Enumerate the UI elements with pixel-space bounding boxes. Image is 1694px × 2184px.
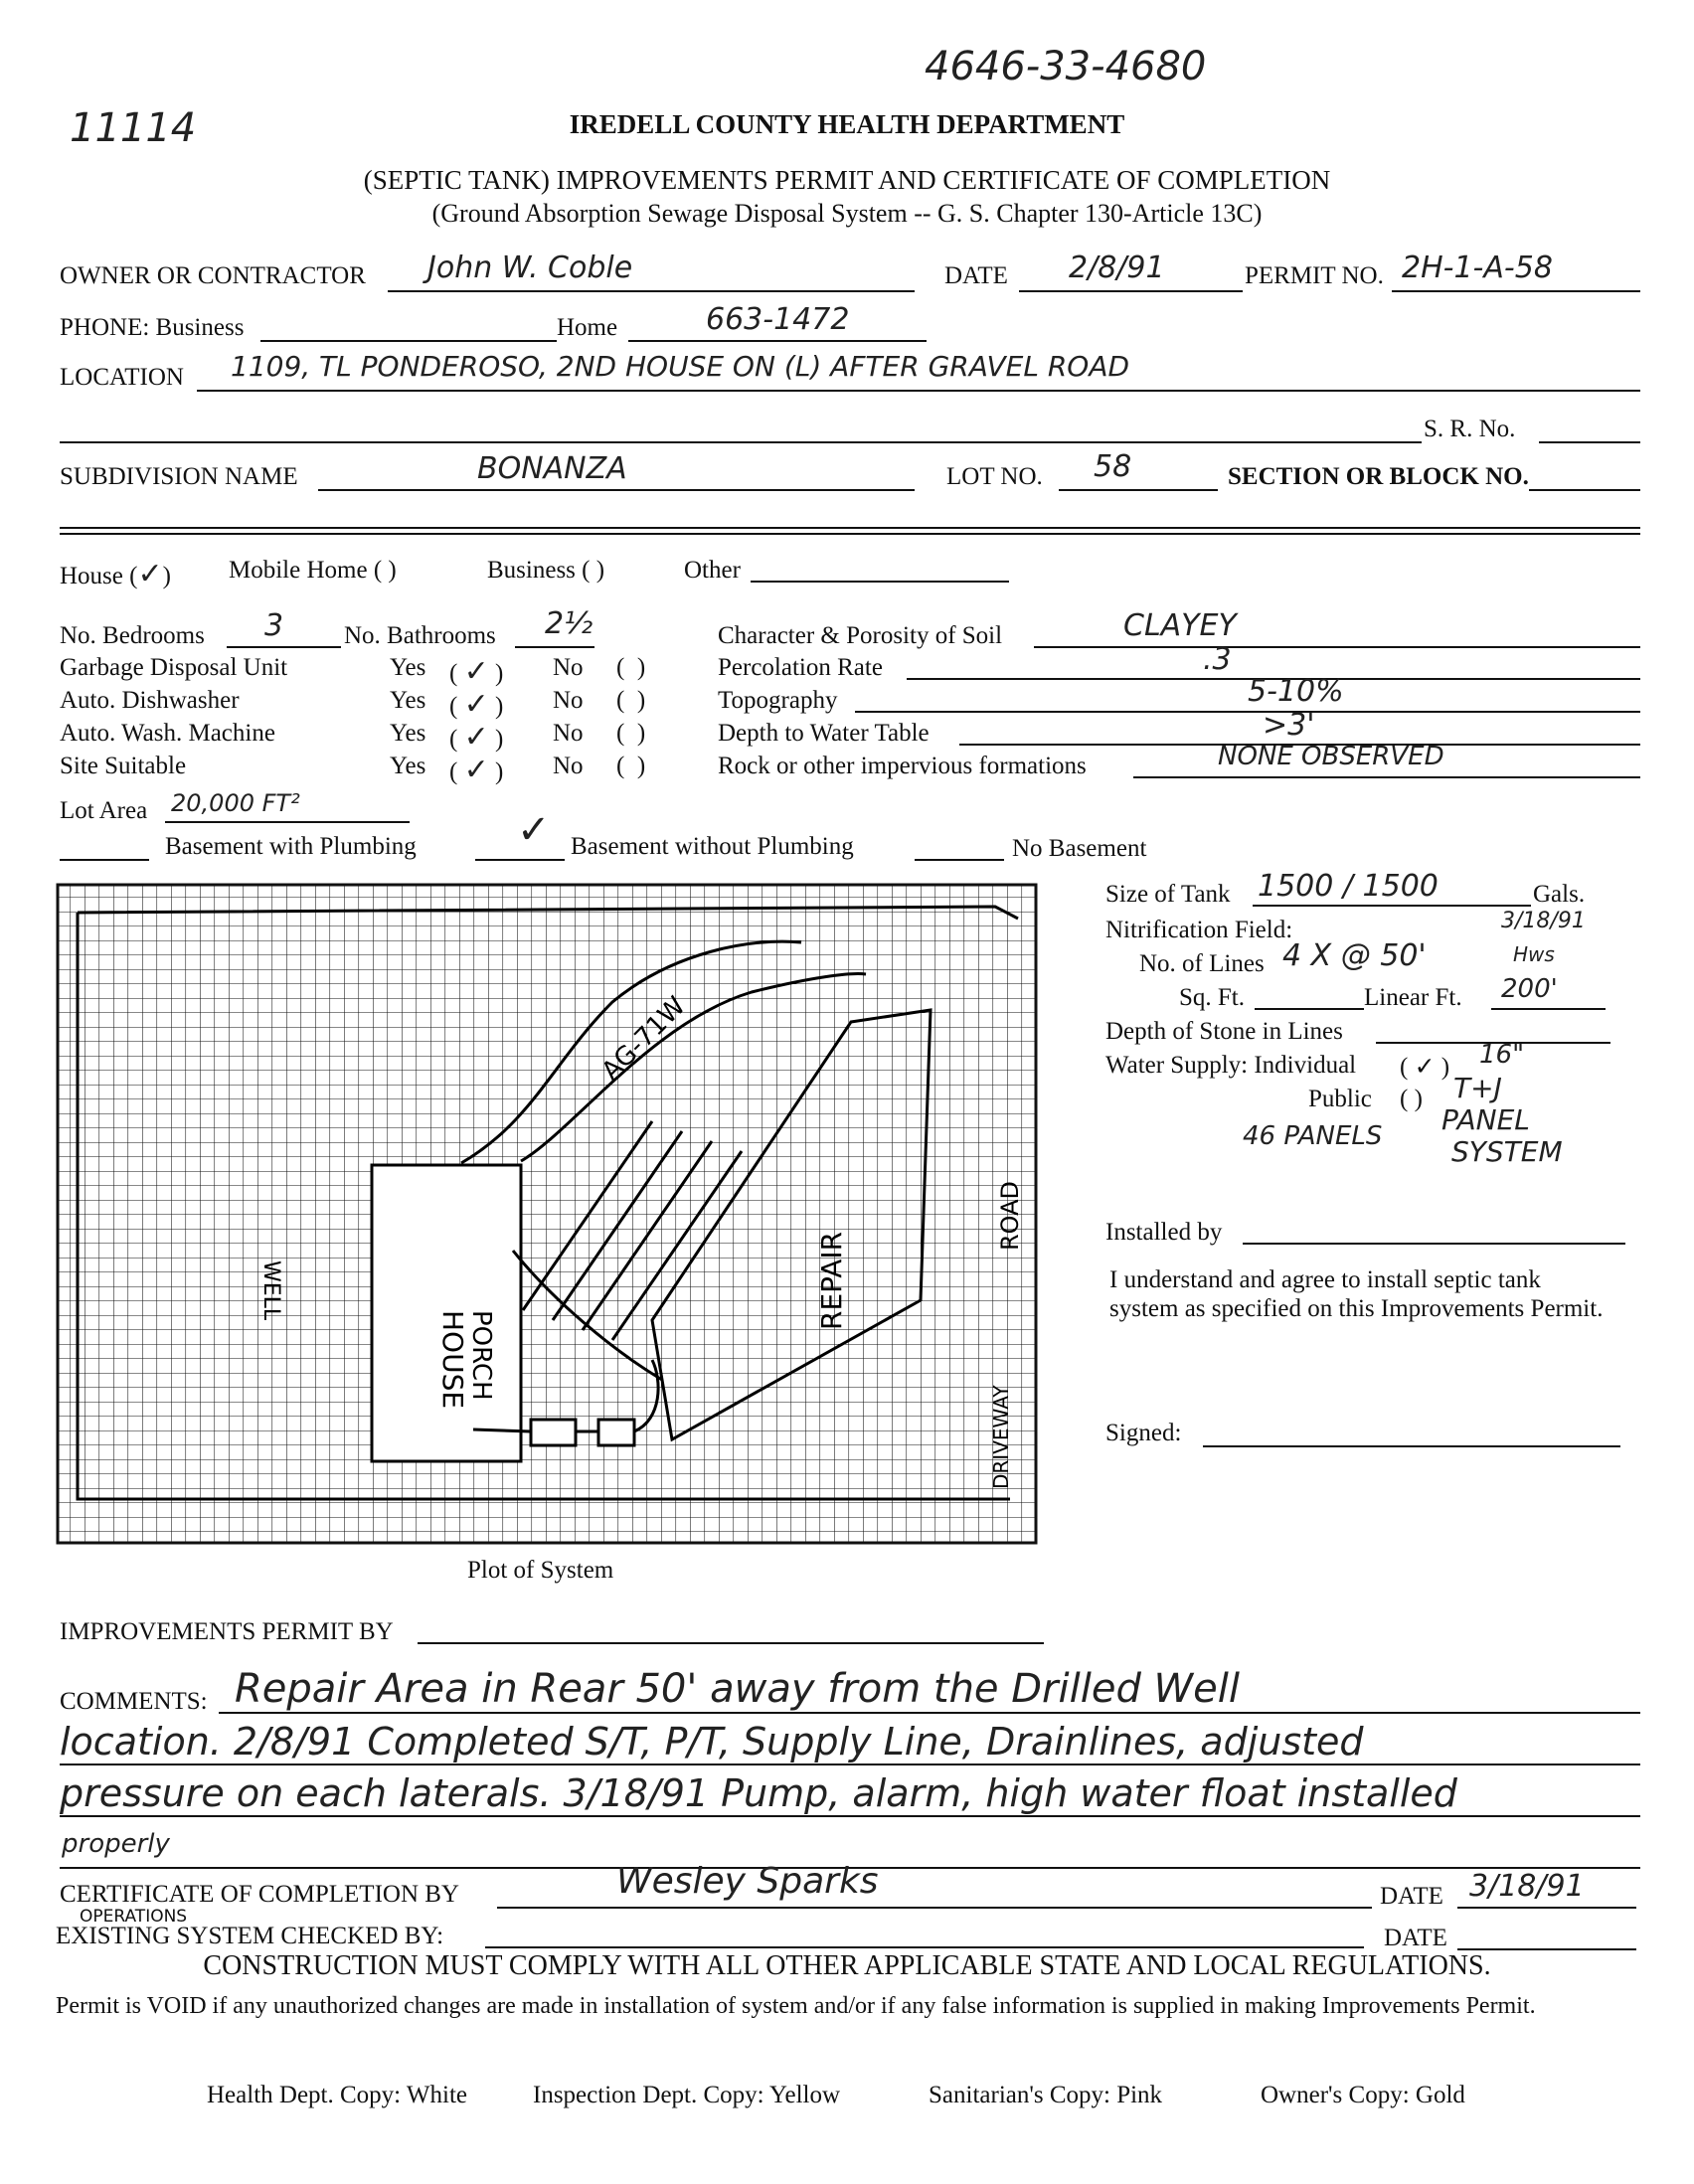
basement-with-plumbing: Basement with Plumbing	[165, 833, 417, 860]
subdivision-value: BONANZA	[477, 451, 627, 486]
repair-label: REPAIR	[815, 1231, 848, 1330]
bathrooms-label: No. Bathrooms	[344, 622, 496, 649]
house-check: ✓	[137, 557, 163, 591]
appliance-row: Garbage Disposal Unit Yes ( ✓ ) No ( )	[60, 654, 646, 689]
pump-tank	[598, 1420, 634, 1445]
nitrification-label: Nitrification Field:	[1105, 917, 1293, 943]
bedrooms-label: No. Bedrooms	[60, 622, 205, 649]
topography-value: 5-10%	[1248, 674, 1344, 709]
certificate-signature: Wesley Sparks	[616, 1861, 879, 1902]
phone-home-value: 663-1472	[706, 302, 850, 337]
signed-label: Signed:	[1105, 1420, 1182, 1446]
comments-line-3: pressure on each laterals. 3/18/91 Pump, alarm, high water float installed	[60, 1771, 1457, 1815]
void-notice: Permit is VOID if any unauthorized changes are made in installation of system and/or if any false information is supplied in making Improvements Permit.	[56, 1993, 1536, 2019]
sqft-label: Sq. Ft.	[1179, 984, 1246, 1011]
parcel-number: 4646-33-4680	[925, 44, 1207, 89]
owner-value: John W. Coble	[427, 251, 633, 285]
bedrooms-value: 3	[264, 608, 284, 643]
public-mark: ( )	[1400, 1086, 1423, 1112]
tank-size-label: Size of Tank	[1105, 881, 1231, 908]
comments-line-2: location. 2/8/91 Completed S/T, P/T, Supply Line, Drainlines, adjusted	[60, 1720, 1364, 1764]
panel-note-2: PANEL	[1441, 1103, 1530, 1136]
public-label: Public	[1308, 1086, 1372, 1112]
phone-business-label: PHONE: Business	[60, 314, 245, 341]
panels-count: 46 PANELS	[1243, 1121, 1383, 1151]
sr-no-label: S. R. No.	[1424, 416, 1516, 442]
improvements-permit-label: IMPROVEMENTS PERMIT BY	[60, 1618, 394, 1645]
certificate-label: CERTIFICATE OF COMPLETION BY	[60, 1881, 459, 1908]
lot-no-value: 58	[1094, 449, 1132, 484]
lines-note: Hws	[1513, 942, 1555, 966]
form-subtitle: (Ground Absorption Sewage Disposal System -- G. S. Chapter 130-Article 13C)	[431, 199, 1263, 228]
installed-by-label: Installed by	[1105, 1219, 1223, 1246]
percolation-label: Percolation Rate	[718, 654, 883, 681]
date-value: 2/8/91	[1069, 251, 1165, 285]
area-label: AG-71W	[595, 991, 692, 1087]
copy-inspection: Inspection Dept. Copy: Yellow	[533, 2082, 841, 2108]
comments-label: COMMENTS:	[60, 1688, 208, 1715]
tank-size-value: 1500 / 1500	[1258, 869, 1439, 904]
lines-label: No. of Lines	[1139, 950, 1265, 977]
copy-health: Health Dept. Copy: White	[207, 2082, 467, 2108]
compliance-notice: CONSTRUCTION MUST COMPLY WITH ALL OTHER APPLICABLE STATE AND LOCAL REGULATIONS.	[203, 1950, 1491, 1981]
panel-note-3: SYSTEM	[1451, 1135, 1563, 1168]
appliance-row: Site Suitable Yes ( ✓ ) No ( )	[60, 753, 646, 787]
certificate-date-label: DATE	[1380, 1883, 1443, 1910]
plot-of-system	[56, 883, 1040, 1547]
water-table-value: >3'	[1263, 708, 1315, 743]
percolation-value: .3	[1203, 642, 1232, 677]
comments-line-1: Repair Area in Rear 50' away from the Drilled Well	[235, 1666, 1240, 1712]
appliance-row: Auto. Wash. Machine Yes ( ✓ ) No ( )	[60, 720, 646, 755]
water-table-label: Depth to Water Table	[718, 720, 930, 747]
location-label: LOCATION	[60, 364, 184, 391]
rock-label: Rock or other impervious formations	[718, 753, 1087, 779]
gals-label: Gals.	[1533, 881, 1586, 908]
nitrification-date: 3/18/91	[1501, 909, 1586, 933]
business-type: Business ( )	[487, 557, 605, 584]
linear-ft-label: Linear Ft.	[1364, 984, 1462, 1011]
no-basement: No Basement	[1012, 835, 1147, 862]
plot-caption: Plot of System	[467, 1557, 614, 1584]
water-supply-label: Water Supply: Individual	[1105, 1052, 1357, 1079]
lot-area-value: 20,000 FT²	[171, 789, 300, 817]
bathrooms-value: 2½	[545, 606, 593, 641]
phone-home-label: Home	[557, 314, 618, 341]
date-label: DATE	[944, 262, 1008, 289]
soil-value: CLAYEY	[1123, 608, 1237, 643]
mobile-home-type: Mobile Home ( )	[229, 557, 397, 584]
septic-tank	[531, 1420, 576, 1445]
stone-depth-label: Depth of Stone in Lines	[1105, 1018, 1343, 1045]
lot-area-label: Lot Area	[60, 797, 148, 824]
section-label: SECTION OR BLOCK NO.	[1228, 463, 1529, 490]
basement-without-check: ✓	[517, 807, 551, 853]
well-label: WELL	[258, 1260, 283, 1321]
panel-note-1: T+J	[1453, 1072, 1502, 1104]
corner-number: 11114	[70, 105, 197, 151]
linear-ft-value: 200'	[1501, 974, 1558, 1004]
house-label: HOUSE	[436, 1310, 469, 1410]
subdivision-label: SUBDIVISION NAME	[60, 463, 298, 490]
owner-label: OWNER OR CONTRACTOR	[60, 262, 366, 289]
agreement-text: I understand and agree to install septic tank system as specified on this Improvements Permit.	[1109, 1266, 1604, 1322]
existing-date-label: DATE	[1384, 1925, 1447, 1951]
water-individual-mark: ( ✓ )	[1400, 1054, 1450, 1081]
porch-label: PORCH	[466, 1310, 496, 1401]
house-type: House (✓)	[60, 557, 171, 591]
other-type: Other	[684, 557, 741, 584]
copy-owner: Owner's Copy: Gold	[1261, 2082, 1465, 2108]
existing-system-label: EXISTING SYSTEM CHECKED BY:	[56, 1923, 444, 1949]
topography-label: Topography	[718, 687, 838, 714]
certificate-date-value: 3/18/91	[1469, 1869, 1585, 1904]
permit-value: 2H-1-A-58	[1402, 251, 1553, 285]
permit-label: PERMIT NO.	[1245, 262, 1384, 289]
basement-without-plumbing: Basement without Plumbing	[571, 833, 854, 860]
lines-value: 4 X @ 50'	[1282, 938, 1427, 973]
stone-depth-note: 16"	[1479, 1040, 1525, 1070]
appliance-row: Auto. Dishwasher Yes ( ✓ ) No ( )	[60, 687, 646, 722]
certificate-sub: OPERATIONS	[80, 1907, 188, 1927]
road-label: ROAD	[996, 1180, 1024, 1251]
rock-value: NONE OBSERVED	[1218, 742, 1444, 771]
copy-sanitarian: Sanitarian's Copy: Pink	[929, 2082, 1163, 2108]
soil-label: Character & Porosity of Soil	[718, 622, 1003, 649]
driveway-label: DRIVEWAY	[989, 1385, 1013, 1489]
department-title: IREDELL COUNTY HEALTH DEPARTMENT	[569, 109, 1125, 139]
form-title: (SEPTIC TANK) IMPROVEMENTS PERMIT AND CERTIFICATE OF COMPLETION	[363, 165, 1331, 195]
comments-line-4: properly	[62, 1829, 170, 1859]
lot-no-label: LOT NO.	[946, 463, 1043, 490]
location-value: 1109, TL PONDEROSO, 2ND HOUSE ON (L) AFTER GRAVEL ROAD	[231, 350, 1130, 383]
